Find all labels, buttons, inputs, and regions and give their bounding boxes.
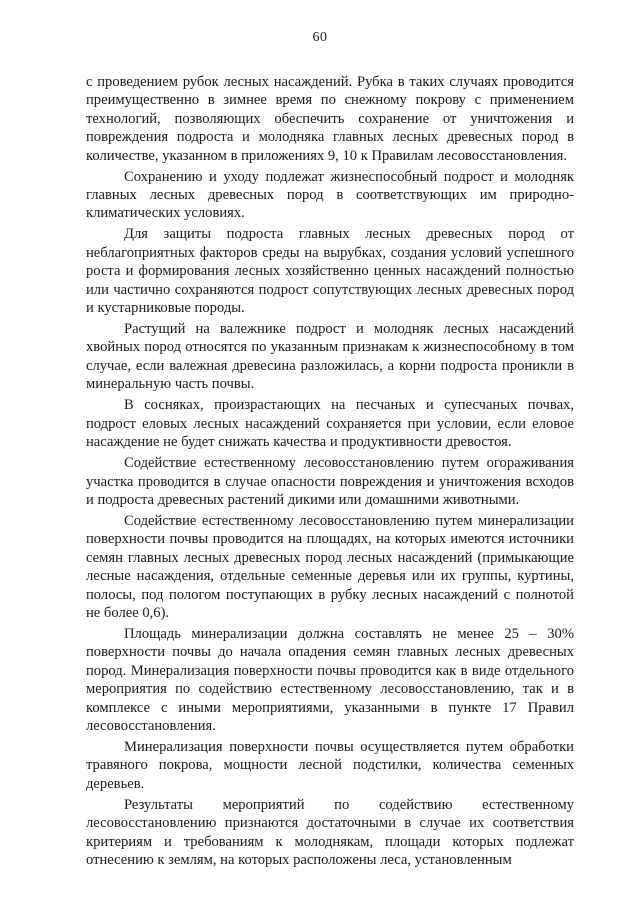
paragraph-4: Растущий на валежнике подрост и молодняк лесных насаждений хвойных пород относятся по указанным признакам к жизнеспособному в том случае, если валежная древесина разложилась, а корни подроста проникли в минеральную часть почвы. <box>86 321 574 393</box>
paragraph-8: Площадь минерализации должна составлять не менее 25 – 30% поверхности почвы до начала опадения семян главных лесных древесных пород. Минерализация поверхности почвы проводится как в виде отдельного мероприятия по содействию естественному лесовосстановлению, так и в комплексе с иными мероприятиями, указанными в пункте 17 Правил лесовосстановления. <box>86 625 574 734</box>
paragraph-2: Сохранению и уходу подлежат жизнеспособный подрост и молодняк главных лесных древесных пород в соответствующих им природно-климатических условиях. <box>86 168 574 222</box>
paragraph-10: Результаты мероприятий по содействию естественному лесовосстановлению признаются достаточными в случае их соответствия критериям и требованиям к молоднякам, площади которых подлежат отнесению к землям, на которых расположены леса, установленным <box>86 796 574 868</box>
paragraph-7: Содействие естественному лесовосстановлению путем минерализации поверхности почвы проводится на площадях, на которых имеются источники семян главных лесных древесных пород лесных насаждений (примыкающие лесные насаждения, отдельные семенные деревья или их группы, куртины, полосы, под пологом поступающих в рубку лесных насаждений с полнотой не более 0,6). <box>86 512 574 621</box>
paragraph-1: с проведением рубок лесных насаждений. Рубка в таких случаях проводится преимущественно в зимнее время по снежному покрову с применением технологий, позволяющих обеспечить сохранение от уничтожения и повреждения подроста и молодняка главных лесных древесных пород в количестве, указанном в приложениях 9, 10 к Правилам лесовосстановления. <box>86 74 574 164</box>
paragraph-6: Содействие естественному лесовосстановлению путем огораживания участка проводится в случае опасности повреждения и уничтожения всходов и подроста древесных растений дикими или домашними животными. <box>86 455 574 508</box>
page-number: 60 <box>312 30 328 45</box>
page-body <box>86 73 574 872</box>
paragraph-9: Минерализация поверхности почвы осуществляется путем обработки травяного покрова, мощности лесной подстилки, количества семенных деревьев. <box>86 738 574 792</box>
paragraph-3: Для защиты подроста главных лесных древесных пород от неблагоприятных факторов среды на вырубках, создания условий успешного роста и формирования лесных хозяйственно ценных насаждений полностью или частично сохраняются подрост сопутствующих лесных древесных пород и кустарниковые породы. <box>86 226 574 317</box>
paragraph-5: В сосняках, произрастающих на песчаных и супесчаных почвах, подрост еловых лесных насаждений сохраняется при условии, если еловое насаждение не будет снижать качества и продуктивности древостоя. <box>86 397 574 451</box>
